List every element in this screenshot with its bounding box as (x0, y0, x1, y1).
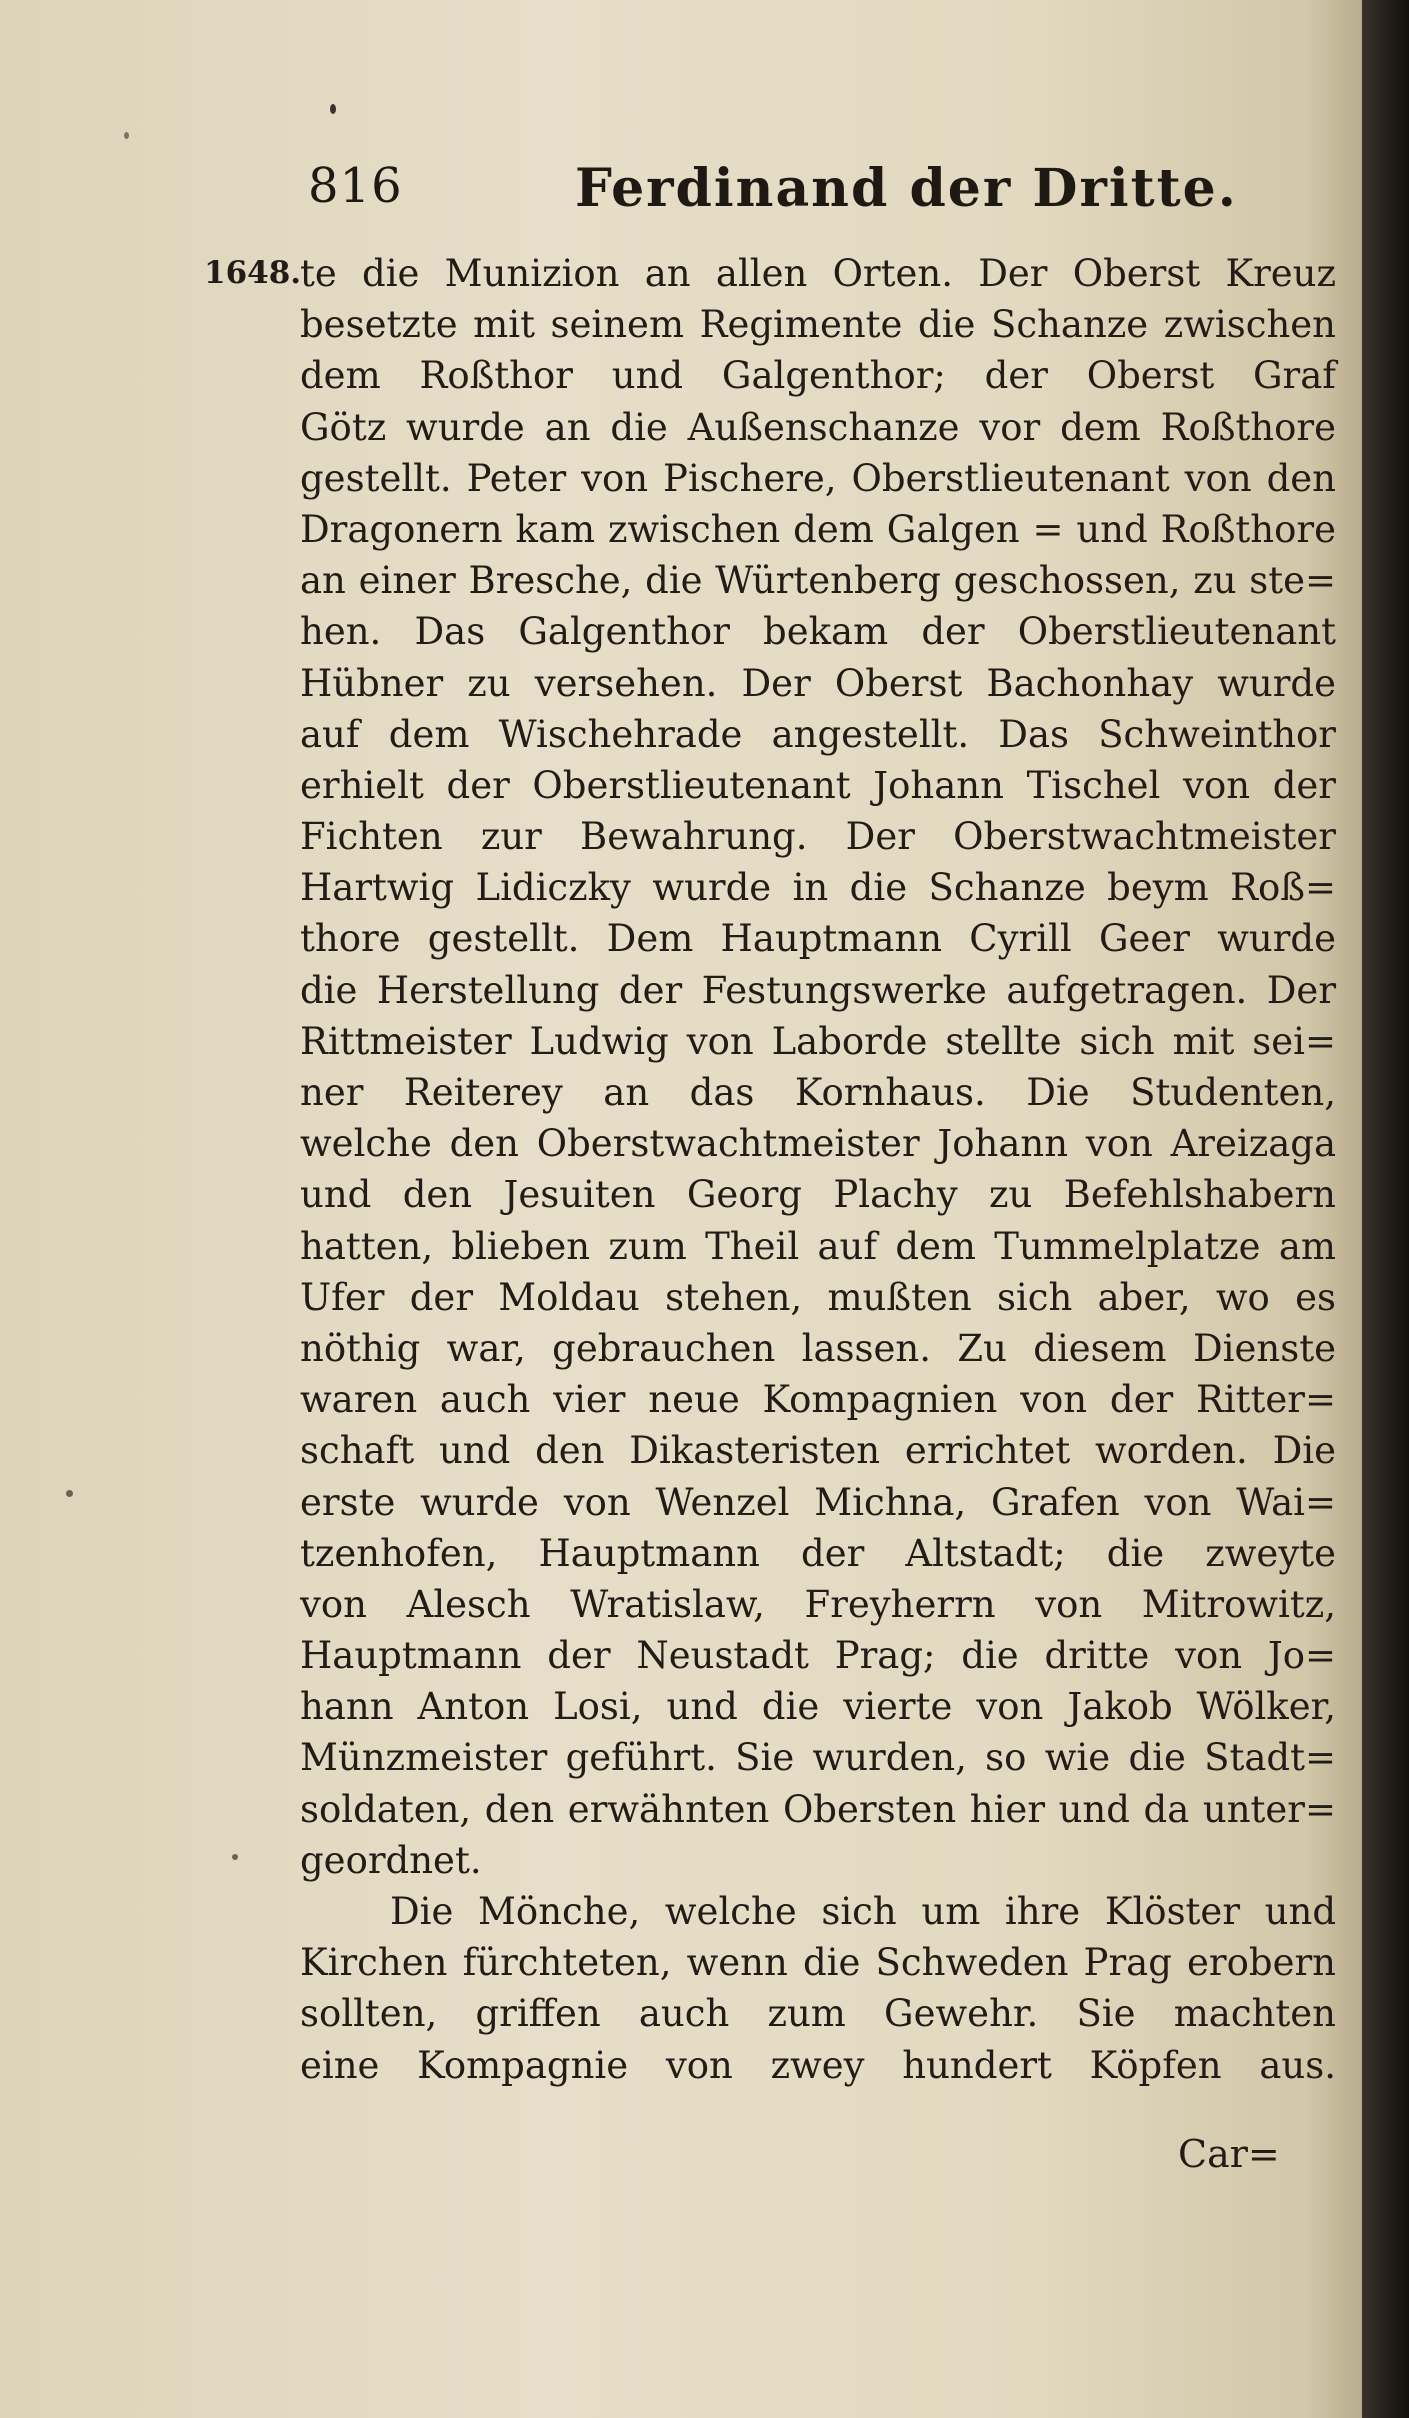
text-line: Münzmeister geführt. Sie wurden, so wie die Stadt= (300, 1736, 1336, 1780)
body-text (204, 248, 1336, 2091)
ink-speck (66, 1490, 73, 1497)
text-line: Fichten zur Bewahrung. Der Oberstwachtmeister (300, 815, 1336, 859)
text-line: welche den Oberstwachtmeister Johann von Areizaga (300, 1122, 1336, 1166)
text-line: Hübner zu versehen. Der Oberst Bachonhay wurde (300, 661, 1336, 705)
catchword: Car= (1178, 2132, 1280, 2176)
text-line: Kirchen fürchteten, wenn die Schweden Prag erobern (300, 1941, 1336, 1985)
text-line: Rittmeister Ludwig von Laborde stellte sich mit sei= (300, 1019, 1336, 1063)
text-line: Dragonern kam zwischen dem Galgen = und Roßthore (300, 507, 1336, 551)
text-line: waren auch vier neue Kompagnien von der Ritter= (300, 1378, 1336, 1422)
text-line-content: te die Munizion an allen Orten. Der Oberst Kreuz (300, 252, 1336, 295)
text-line: erhielt der Oberstlieutenant Johann Tischel von der (300, 763, 1336, 807)
text-line: soldaten, den erwähnten Obersten hier und da unter= (300, 1787, 1336, 1831)
text-line: Hartwig Lidiczky wurde in die Schanze beym Roß= (300, 866, 1336, 910)
text-line: hatten, blieben zum Theil auf dem Tummelplatze am (300, 1224, 1336, 1268)
text-line: sollten, griffen auch zum Gewehr. Sie machten (300, 1992, 1336, 2036)
text-line: Götz wurde an die Außenschanze vor dem Roßthore (300, 405, 1336, 449)
text-line: gestellt. Peter von Pischere, Oberstlieutenant von den (300, 456, 1336, 500)
page-header (0, 158, 1362, 228)
text-line: tzenhofen, Hauptmann der Altstadt; die zweyte (300, 1531, 1336, 1575)
ink-speck (124, 132, 129, 139)
page-number: 816 (308, 158, 403, 214)
text-line (204, 248, 1336, 299)
running-title: Ferdinand der Dritte. (575, 158, 1238, 219)
ink-speck (232, 1854, 238, 1860)
margin-year: 1648. (204, 255, 302, 291)
text-line: an einer Bresche, die Würtenberg geschossen, zu ste= (300, 559, 1336, 603)
text-line: erste wurde von Wenzel Michna, Grafen von Wai= (300, 1480, 1336, 1524)
text-line: schaft und den Dikasteristen errichtet worden. Die (300, 1429, 1336, 1473)
text-line: hann Anton Losi, und die vierte von Jakob Wölker, (300, 1685, 1336, 1729)
text-line: geordnet. (300, 1838, 482, 1882)
text-line: besetzte mit seinem Regimente die Schanze zwischen (300, 303, 1336, 347)
text-line: thore gestellt. Dem Hauptmann Cyrill Geer wurde (300, 917, 1336, 961)
text-line: ner Reiterey an das Kornhaus. Die Studenten, (300, 1071, 1336, 1114)
text-line: Hauptmann der Neustadt Prag; die dritte von Jo= (300, 1634, 1336, 1678)
text-line: auf dem Wischehrade angestellt. Das Schweinthor (300, 712, 1336, 756)
text-line: eine Kompagnie von zwey hundert Köpfen aus. (300, 2043, 1336, 2087)
text-line: Die Mönche, welche sich um ihre Klöster und (390, 1890, 1336, 1933)
text-line: von Alesch Wratislaw, Freyherrn von Mitrowitz, (300, 1582, 1336, 1626)
text-line: und den Jesuiten Georg Plachy zu Befehlshabern (300, 1173, 1336, 1217)
text-line: dem Roßthor und Galgenthor; der Oberst Graf (300, 354, 1336, 398)
book-edge-shadow (1362, 0, 1409, 2418)
text-line: hen. Das Galgenthor bekam der Oberstlieutenant (300, 610, 1336, 654)
text-line: nöthig war, gebrauchen lassen. Zu diesem Dienste (300, 1326, 1336, 1370)
text-line: die Herstellung der Festungswerke aufgetragen. Der (300, 968, 1336, 1012)
text-line: Ufer der Moldau stehen, mußten sich aber, wo es (300, 1275, 1336, 1319)
ink-speck (330, 104, 336, 114)
